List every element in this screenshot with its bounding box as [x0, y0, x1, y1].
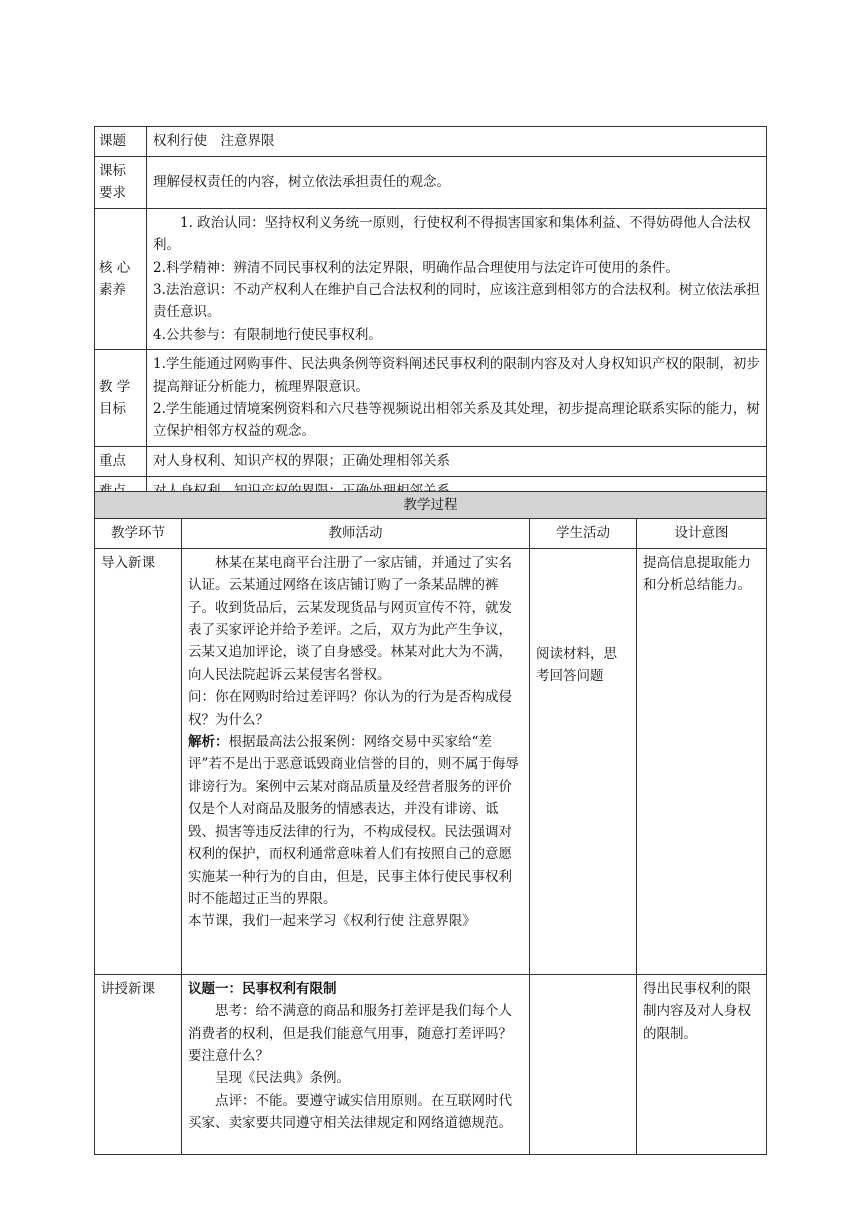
literacy-item: 4.公共参与：有限制地行使民事权利。: [153, 326, 382, 343]
goal-row: [95, 350, 767, 447]
lesson-info-table: [94, 126, 767, 507]
student-activity-cell: 阅读材料，思考回答问题: [530, 548, 637, 974]
goal-label-line-1: 教 学: [99, 378, 131, 395]
key-point-value: 对人身权利、知识产权的界限；正确处理相邻关系: [147, 446, 767, 476]
process-row-lecture: [95, 974, 767, 1154]
header-student: 学生活动: [530, 519, 637, 548]
teacher-paragraph: 点评：不能。要遵守诚实信用原则。在互联网时代买家、卖家要共同遵守相关法律规定和网络道德规范。: [188, 1092, 512, 1132]
goal-label: [95, 350, 147, 447]
key-point-row: [95, 446, 767, 476]
literacy-content: [147, 208, 767, 349]
process-header-row: [95, 519, 767, 548]
teacher-paragraph: 问：你在网购时给过差评吗？你认为的行为是否构成侵权？为什么？: [188, 689, 512, 728]
standard-label-line-1: 课标: [99, 163, 126, 179]
topic-label: 课题: [95, 127, 147, 157]
process-title-row: [95, 492, 767, 519]
literacy-label: [95, 208, 147, 349]
standard-value: 理解侵权责任的内容，树立依法承担责任的观念。: [147, 157, 767, 209]
teacher-activity-cell: [182, 974, 530, 1154]
goal-item: 2.学生能通过情境案例资料和六尺巷等视频说出相邻关系及其处理，初步提高理论联系实际的能力，树立保护相邻方权益的观念。: [153, 401, 760, 440]
topic-row: [95, 127, 767, 157]
teacher-paragraph: 本节课，我们一起来学习《权利行使 注意界限》: [188, 913, 476, 930]
teacher-activity-cell: [182, 548, 530, 974]
goal-content: [147, 350, 767, 447]
process-row-intro: [95, 548, 767, 974]
stage-cell: 讲授新课: [95, 974, 182, 1154]
literacy-label-line-2: 素养: [99, 282, 126, 299]
header-teacher: 教师活动: [182, 519, 530, 548]
design-intent-cell: 提高信息提取能力和分析总结能力。: [637, 548, 767, 974]
topic-value: 权利行使 注意界限: [147, 127, 767, 157]
teacher-paragraph: 呈现《民法典》条例。: [215, 1070, 350, 1087]
analysis-text: 根据最高法公报案例：网络交易中买家给“差评”若不是出于恶意诋毁商业信誉的目的，则不属于侮辱诽谤行为。案例中云某对商品质量及经营者服务的评价仅是个人对商品及服务的情感表达，并没有诽谤、诋毁、损害等违反法律的行为，不构成侵权。民法强调对权利的保护，而权利通常意味着人们有按照自己的意愿实施某一种行为的自由，但是，民事主体行使民事权利时不能超过正当的界限。: [188, 734, 519, 907]
design-intent-cell: 得出民事权利的限制内容及对人身权的限制。: [637, 974, 767, 1154]
stage-cell: 导入新课: [95, 548, 182, 974]
goal-label-line-2: 目标: [99, 401, 126, 418]
process-title: 教学过程: [95, 492, 767, 519]
header-stage: 教学环节: [95, 519, 182, 548]
goal-item: 1.学生能通过网购事件、民法典条例等资料阐述民事权利的限制内容及对人身权知识产权的限制，初步提高辩证分析能力，梳理界限意识。: [153, 356, 760, 395]
literacy-item: 2.科学精神：辨清不同民事权利的法定界限，明确作品合理使用与法定许可使用的条件。: [153, 259, 679, 276]
literacy-label-line-1: 核 心: [99, 259, 131, 276]
key-point-label: 重点: [95, 446, 147, 476]
teacher-paragraph: [188, 731, 523, 910]
header-intent: 设计意图: [637, 519, 767, 548]
literacy-item: 1. 政治认同：坚持权利义务统一原则，行使权利不得损害国家和集体利益、不得妨碍他人合法权利。: [153, 214, 751, 254]
student-activity-cell: [530, 974, 637, 1154]
standard-label-line-2: 要求: [99, 185, 126, 202]
analysis-label: 解析：: [188, 734, 229, 751]
topic-heading: 议题一：民事权利有限制: [188, 980, 337, 997]
literacy-row: [95, 208, 767, 349]
teaching-process-table: [94, 491, 767, 1155]
literacy-item: 3.法治意识：不动产权利人在维护自己合法权利的同时，应该注意到相邻方的合法权利。树立依法承担责任意识。: [153, 282, 760, 321]
standard-label: [95, 157, 147, 209]
standard-row: [95, 157, 767, 209]
teacher-paragraph: 思考：给不满意的商品和服务打差评是我们每个人消费者的权利，但是我们能意气用事，随意打差评吗？要注意什么？: [188, 1003, 512, 1065]
teacher-paragraph: 林某在某电商平台注册了一家店铺，并通过了实名认证。云某通过网络在该店铺订购了一条某品牌的裤子。收到货品后，云某发现货品与网页宣传不符，就发表了买家评论并给予差评。之后，双方为此产生争议，云某又追加评论，谈了自身感受。林某对此大为不满，向人民法院起诉云某侵害名誉权。: [188, 554, 512, 683]
